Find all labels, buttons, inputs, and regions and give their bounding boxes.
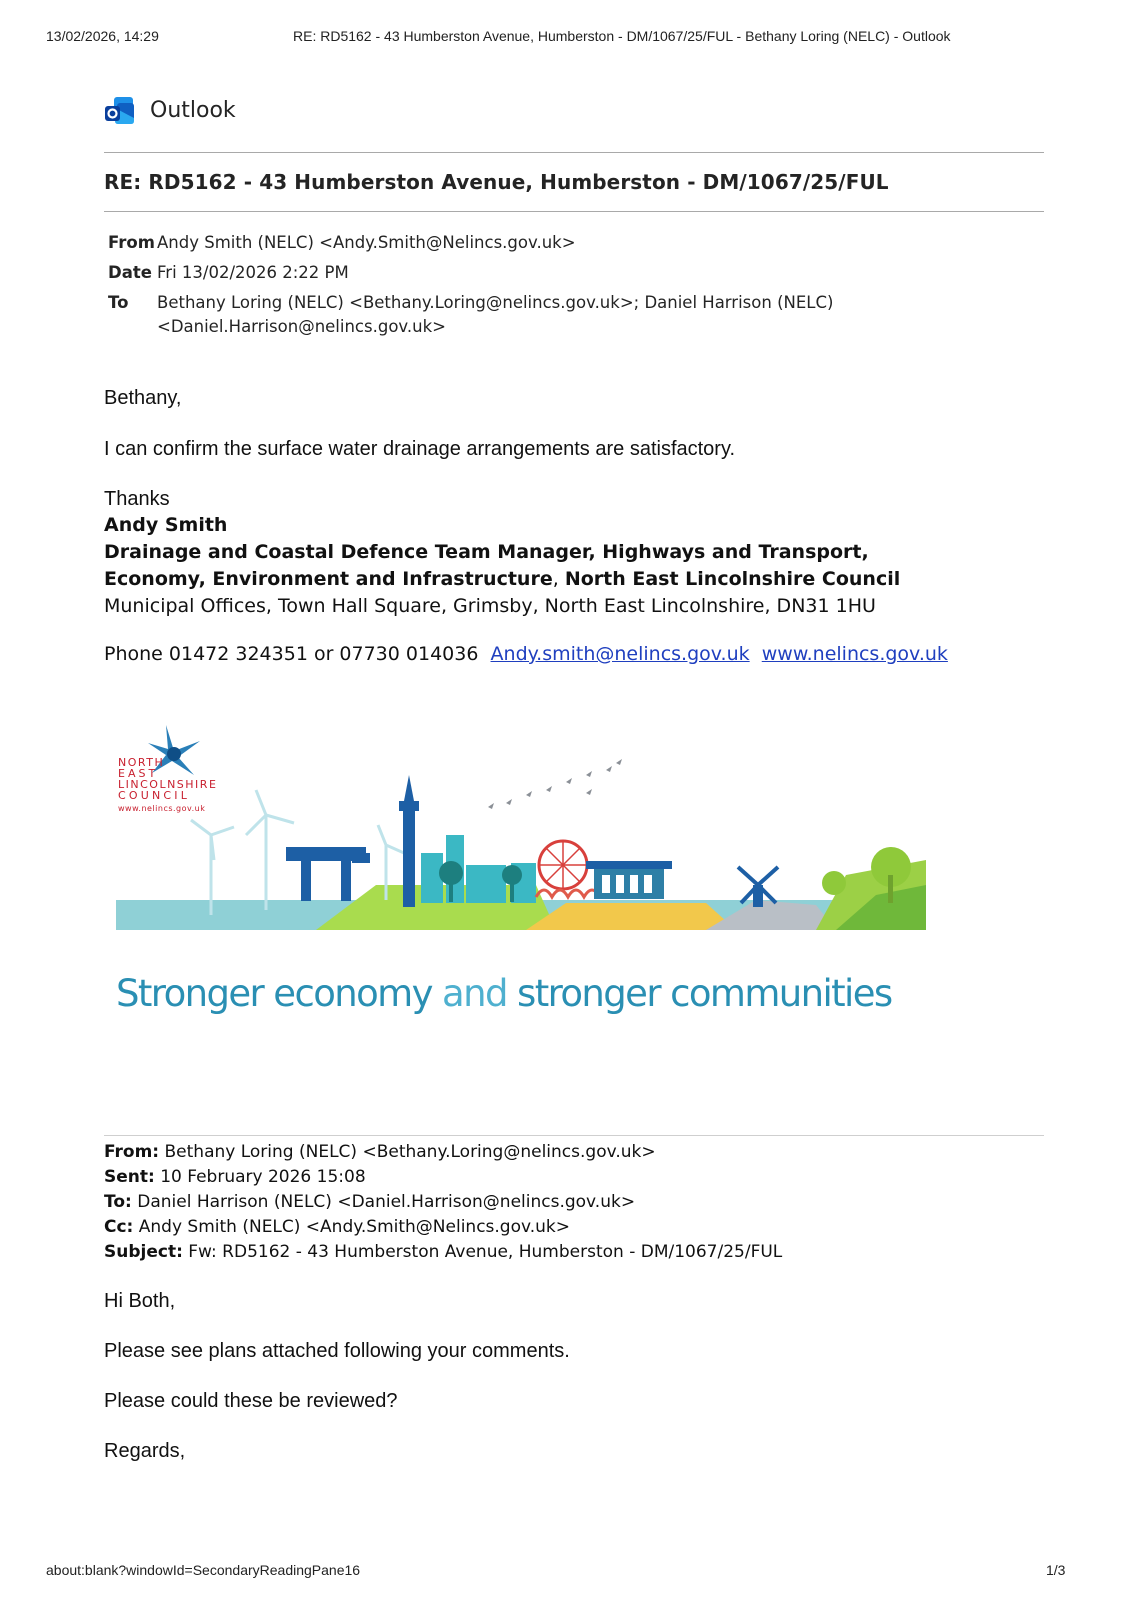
app-name: Outlook [150,97,236,123]
signature-name [104,514,227,536]
fwd-subject [104,1242,782,1262]
to-label: To [108,293,129,312]
council-logo [116,721,226,821]
logo-line: NORTH [118,756,165,769]
fwd-sent-value: 10 February 2026 15:08 [160,1167,366,1187]
fwd-line: Please could these be reviewed? [104,1390,398,1412]
fwd-sent [104,1167,366,1187]
separator: , [552,568,565,590]
fwd-to-label: To: [104,1192,132,1212]
fwd-line: Please see plans attached following your comments. [104,1340,570,1362]
fwd-to-value[interactable]: Daniel Harrison (NELC) <Daniel.Harrison@nelincs.gov.uk> [137,1192,636,1212]
from-value[interactable]: Andy Smith (NELC) <Andy.Smith@Nelincs.gov.uk> [157,233,576,252]
website-link[interactable]: www.nelincs.gov.uk [761,643,948,665]
logo-line: COUNCIL [118,789,191,802]
print-title: RE: RD5162 - 43 Humberston Avenue, Humberston - DM/1067/25/FUL - Bethany Loring (NELC) - Outlook [293,28,951,44]
date-value: Fri 13/02/2026 2:22 PM [157,263,349,282]
logo-line: LINCOLNSHIRE [118,778,218,791]
council-text: North East Lincolnshire Council [564,568,901,590]
phone-text: Phone 01472 324351 or 07730 014036 [104,643,479,665]
greeting: Bethany, [104,387,182,409]
logo-line: EAST [118,767,159,780]
skyline-illustration [116,735,946,945]
tagline-part: and [431,972,518,1015]
signature-address: Municipal Offices, Town Hall Square, Grimsby, North East Lincolnshire, DN31 1HU [104,595,876,617]
fwd-from-value[interactable]: Bethany Loring (NELC) <Bethany.Loring@nelincs.gov.uk> [164,1142,656,1162]
divider [104,1135,1044,1136]
fwd-subject-value: Fw: RD5162 - 43 Humberston Avenue, Humberston - DM/1067/25/FUL [188,1242,783,1262]
from-label: From [108,233,155,252]
message-body: I can confirm the surface water drainage arrangements are satisfactory. [104,438,736,460]
fwd-signoff: Regards, [104,1440,186,1462]
fwd-from-label: From: [104,1142,160,1162]
print-datetime: 13/02/2026, 14:29 [46,28,159,44]
logo-url: www.nelincs.gov.uk [118,804,206,813]
to-value[interactable]: Bethany Loring (NELC) <Bethany.Loring@nelincs.gov.uk>; Daniel Harrison (NELC) [157,293,834,312]
fwd-subject-label: Subject: [104,1242,183,1262]
to-value-continued[interactable]: <Daniel.Harrison@nelincs.gov.uk> [157,317,446,336]
signature-department [104,568,900,590]
print-url: about:blank?windowId=SecondaryReadingPane16 [46,1562,361,1578]
tagline-part: Stronger economy [116,972,432,1015]
email-subject: RE: RD5162 - 43 Humberston Avenue, Humberston - DM/1067/25/FUL [104,170,889,194]
date-label: Date [108,263,152,282]
email-link[interactable]: Andy.smith@nelincs.gov.uk [490,643,750,665]
signature-contact [104,643,948,665]
signature-role [104,541,869,563]
fwd-cc-value[interactable]: Andy Smith (NELC) <Andy.Smith@Nelincs.gov.uk> [138,1217,571,1237]
outlook-brand [104,92,236,128]
fwd-from [104,1142,656,1162]
divider [104,152,1044,153]
outlook-logo-icon [104,94,136,126]
divider [104,211,1044,212]
signoff: Thanks [104,488,170,510]
fwd-cc [104,1217,570,1237]
department-text: Economy, Environment and Infrastructure [104,568,553,590]
signature-name-text: Andy Smith [104,514,228,536]
signature-role-text: Drainage and Coastal Defence Team Manager, Highways and Transport, [104,541,869,563]
logo-wordmark [118,757,217,814]
fwd-cc-label: Cc: [104,1217,134,1237]
fwd-to [104,1192,635,1212]
fwd-greeting: Hi Both, [104,1290,176,1312]
tagline-part: stronger communities [517,972,892,1015]
page-number: 1/3 [1046,1562,1066,1578]
fwd-sent-label: Sent: [104,1167,155,1187]
banner-tagline [116,972,892,1015]
